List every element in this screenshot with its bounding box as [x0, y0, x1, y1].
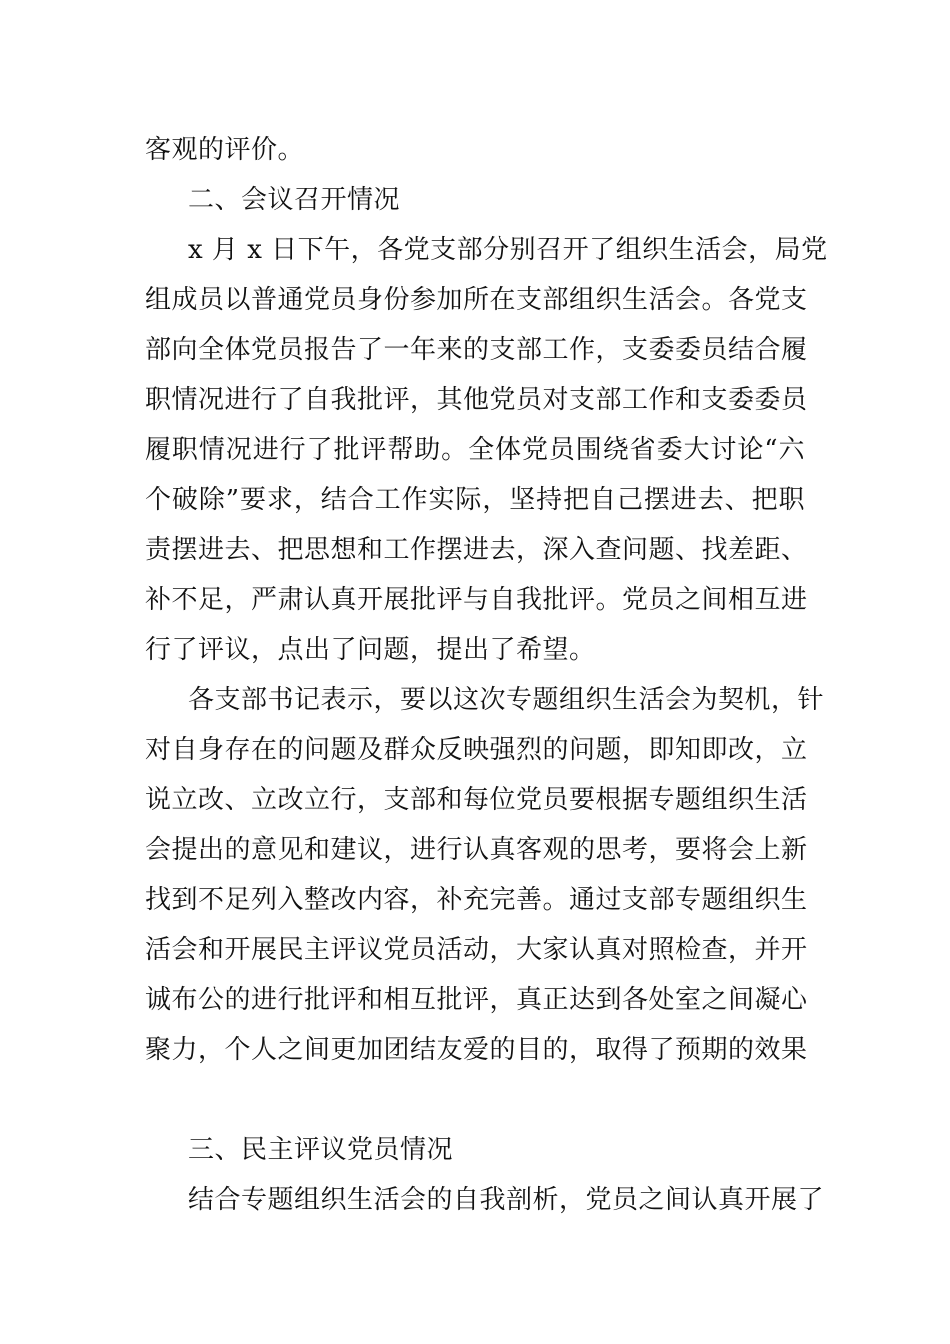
text-line: 对自身存在的问题及群众反映强烈的问题，即知即改，立: [145, 735, 808, 765]
text-line: 活会和开展民主评议党员活动，大家认真对照检查，并开: [145, 935, 808, 965]
section-heading: 三、民主评议党员情况: [188, 1135, 454, 1165]
text-line: 说立改、立改立行，支部和每位党员要根据专题组织生活: [145, 785, 808, 815]
text-line: 补不足，严肃认真开展批评与自我批评。党员之间相互进: [145, 585, 808, 615]
text-line: 结合专题组织生活会的自我剖析，党员之间认真开展了: [188, 1185, 825, 1215]
text-line: 诚布公的进行批评和相互批评，真正达到各处室之间凝心: [145, 985, 808, 1015]
text-line: 职情况进行了自我批评，其他党员对支部工作和支委委员: [145, 385, 808, 415]
text-line: 客观的评价。: [145, 135, 305, 165]
text-line: 行了评议，点出了问题，提出了希望。: [145, 635, 596, 665]
text-line: 个破除”要求，结合工作实际，坚持把自己摆进去、把职: [145, 485, 805, 515]
text-line: 部向全体党员报告了一年来的支部工作，支委委员结合履: [145, 335, 808, 365]
section-heading: 二、会议召开情况: [188, 185, 401, 215]
text-line: 各支部书记表示，要以这次专题组织生活会为契机，针: [188, 685, 825, 715]
text-line: 找到不足列入整改内容，补充完善。通过支部专题组织生: [145, 885, 808, 915]
text-line: 责摆进去、把思想和工作摆进去，深入查问题、找差距、: [145, 535, 808, 565]
text-line: 聚力，个人之间更加团结友爱的目的，取得了预期的效果: [145, 1035, 808, 1065]
text-line: x 月 x 日下午，各党支部分别召开了组织生活会，局党: [188, 235, 828, 265]
text-line: 履职情况进行了批评帮助。全体党员围绕省委大讨论“六: [145, 435, 805, 465]
text-line: 组成员以普通党员身份参加所在支部组织生活会。各党支: [145, 285, 808, 315]
text-line: 会提出的意见和建议，进行认真客观的思考，要将会上新: [145, 835, 808, 865]
